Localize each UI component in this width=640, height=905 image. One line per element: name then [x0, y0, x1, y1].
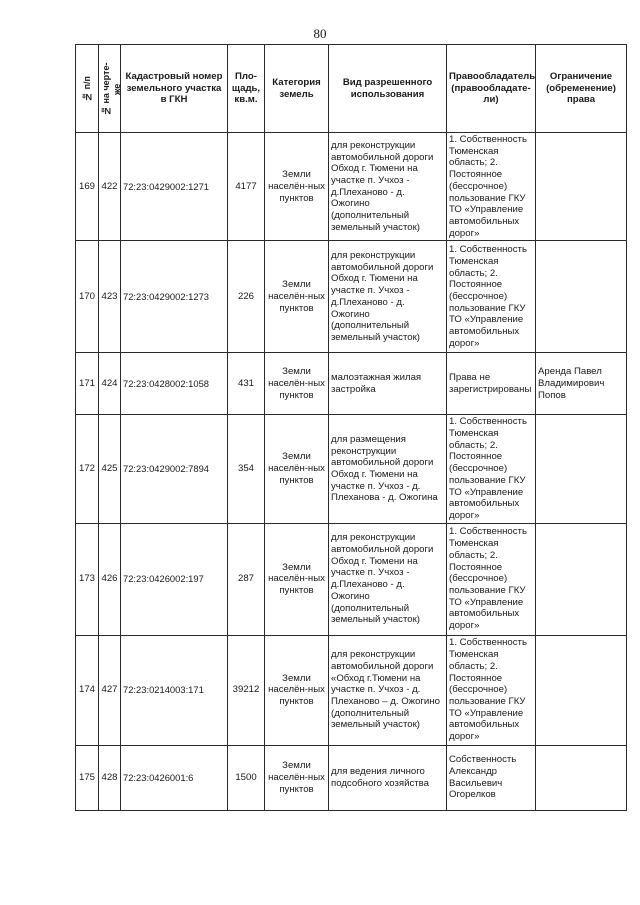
header-restriction: Ограничение (обременение) права [536, 45, 627, 133]
header-num: № п/п [76, 45, 99, 133]
cell-drawing-num: 427 [99, 635, 121, 745]
table-row [76, 415, 627, 523]
cell-permitted-use: для реконструкции автомобильной дороги «Обход г.Тюмени на участке п. Учхоз - д. Плеханово – д. Ожогино (дополнительный земельный участок) [329, 635, 447, 745]
table-header-row [76, 45, 627, 133]
page-number: 80 [313, 26, 327, 41]
cell-num: 169 [76, 133, 99, 241]
cell-drawing-num: 425 [99, 415, 121, 523]
cell-num: 170 [76, 241, 99, 353]
cell-category: Земли населён-ных пунктов [265, 133, 329, 241]
cell-num: 175 [76, 745, 99, 810]
cell-restriction [536, 415, 627, 523]
table-row [76, 353, 627, 415]
cell-drawing-num: 422 [99, 133, 121, 241]
cell-restriction [536, 635, 627, 745]
cell-area: 226 [228, 241, 265, 353]
cell-cadastral: 72:23:0428002:1058 [121, 353, 228, 415]
cell-owner: 1. Собственность Тюменская область; 2. Постоянное (бессрочное) пользование ГКУ ТО «Управление автомобильных дорог» [447, 415, 536, 523]
header-cadastral: Кадастровый номер земельного участка в ГКН [121, 45, 228, 133]
cell-category: Земли населён-ных пунктов [265, 523, 329, 635]
header-category: Категория земель [265, 45, 329, 133]
cell-restriction [536, 133, 627, 241]
cell-owner: Права не зарегистрированы [447, 353, 536, 415]
table-row [76, 745, 627, 810]
cell-restriction [536, 745, 627, 810]
cell-area: 39212 [228, 635, 265, 745]
cell-cadastral: 72:23:0426001:6 [121, 745, 228, 810]
cell-category: Земли населён-ных пунктов [265, 635, 329, 745]
header-area: Пло-щадь, кв.м. [228, 45, 265, 133]
cell-permitted-use: для реконструкции автомобильной дороги Обход г. Тюмени на участке п. Учхоз - д.Плеханово - д. Ожогино (дополнительный земельный участок) [329, 523, 447, 635]
header-drawing-num: № на черте-же [99, 45, 121, 133]
cell-area: 354 [228, 415, 265, 523]
cell-owner: 1. Собственность Тюменская область; 2. Постоянное (бессрочное) пользование ГКУ ТО «Управление автомобильных дорог» [447, 133, 536, 241]
cell-owner: Собственность Александр Васильевич Огорелков [447, 745, 536, 810]
cell-category: Земли населён-ных пунктов [265, 241, 329, 353]
header-owner: Правообладатель (правообладате-ли) [447, 45, 536, 133]
cell-num: 171 [76, 353, 99, 415]
cell-cadastral: 72:23:0429002:7894 [121, 415, 228, 523]
table-row [76, 241, 627, 353]
cell-permitted-use: для ведения личного подсобного хозяйства [329, 745, 447, 810]
cell-num: 173 [76, 523, 99, 635]
cell-area: 1500 [228, 745, 265, 810]
cell-restriction: Аренда Павел Владимирович Попов [536, 353, 627, 415]
cell-num: 172 [76, 415, 99, 523]
cell-cadastral: 72:23:0214003:171 [121, 635, 228, 745]
table-row [76, 635, 627, 745]
table-row [76, 523, 627, 635]
table-row [76, 133, 627, 241]
cell-permitted-use: для размещения реконструкции автомобильной дороги Обход г. Тюмени на участке п. Учхоз - д. Плеханова - д. Ожогина [329, 415, 447, 523]
cell-area: 287 [228, 523, 265, 635]
cell-area: 431 [228, 353, 265, 415]
cell-drawing-num: 423 [99, 241, 121, 353]
cell-cadastral: 72:23:0429002:1273 [121, 241, 228, 353]
cell-owner: 1. Собственность Тюменская область; 2. Постоянное (бессрочное) пользование ГКУ ТО «Управление автомобильных дорог» [447, 523, 536, 635]
cell-cadastral: 72:23:0426002:197 [121, 523, 228, 635]
cell-category: Земли населён-ных пунктов [265, 353, 329, 415]
cell-owner: 1. Собственность Тюменская область; 2. Постоянное (бессрочное) пользование ГКУ ТО «Управление автомобильных дорог» [447, 635, 536, 745]
cell-category: Земли населён-ных пунктов [265, 745, 329, 810]
cell-category: Земли населён-ных пунктов [265, 415, 329, 523]
cell-drawing-num: 428 [99, 745, 121, 810]
cell-drawing-num: 426 [99, 523, 121, 635]
cell-restriction [536, 241, 627, 353]
cell-drawing-num: 424 [99, 353, 121, 415]
cell-owner: 1. Собственность Тюменская область; 2. Постоянное (бессрочное) пользование ГКУ ТО «Управление автомобильных дорог» [447, 241, 536, 353]
cell-permitted-use: для реконструкции автомобильной дороги Обход г. Тюмени на участке п. Учхоз - д.Плеханово - д. Ожогино (дополнительный земельный участок) [329, 133, 447, 241]
cell-restriction [536, 523, 627, 635]
cell-cadastral: 72:23:0429002:1271 [121, 133, 228, 241]
cell-area: 4177 [228, 133, 265, 241]
cell-permitted-use: малоэтажная жилая застройка [329, 353, 447, 415]
header-permitted-use: Вид разрешенного использования [329, 45, 447, 133]
cell-num: 174 [76, 635, 99, 745]
cell-permitted-use: для реконструкции автомобильной дороги Обход г. Тюмени на участке п. Учхоз - д.Плеханово - д. Ожогино (дополнительный земельный участок) [329, 241, 447, 353]
land-plots-table [75, 44, 627, 811]
